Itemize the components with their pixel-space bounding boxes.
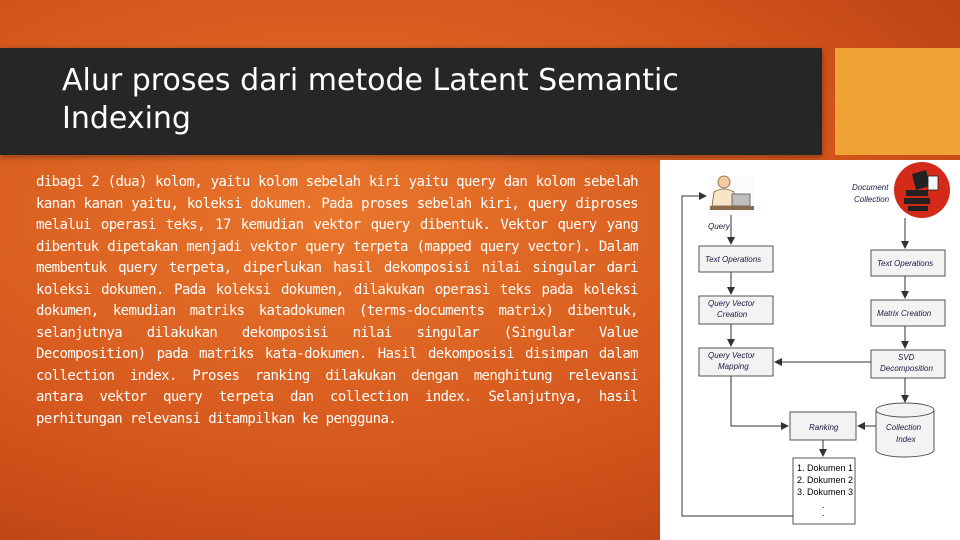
svd-label-2: Decomposition [880, 364, 933, 373]
slide-body-text: dibagi 2 (dua) kolom, yaitu kolom sebelah kiri yaitu query dan kolom sebelah kanan kanan yaitu, koleksi dokumen. Pada proses sebelah kiri, query diproses melalui operasi teks, 17 kemudian vektor query dibentuk. Vektor query yang dibentuk dipetakan menjadi vektor query terpeta (mapped query vector). Dalam membentuk query terpeta, diperlukan hasil dekomposisi nilai singular dari koleksi dokumen. Pada koleksi dokumen, dilakukan operasi teks pada koleksi dokumen, kemudian matriks katadokumen (terms-documents matrix) dibentuk, selanjutnya dilakukan dekomposisi nilai singular (Singular Value Decomposition) pada matriks kata-dokumen. Hasil dekomposisi disimpan dalam collection index. Proses ranking dilakukan dengan menghitung relevansi antara vektor query terpeta dan collection index. Selanjutnya, hasil perhitungan relevansi ditampilkan ke pengguna. [36, 174, 638, 427]
qvm-label-2: Mapping [718, 362, 749, 371]
qvm-label-1: Query Vector [708, 351, 755, 360]
user-icon [708, 176, 754, 216]
matrix-creation-label: Matrix Creation [877, 309, 932, 318]
accent-square [835, 48, 960, 155]
result-item-2: 2. Dokumen 2 [797, 475, 854, 485]
doc-collection-label-2: Collection [854, 195, 890, 204]
query-label: Query [708, 222, 730, 231]
lsi-flow-diagram [660, 160, 960, 540]
ranking-label: Ranking [809, 423, 839, 432]
document-collection-icon [894, 162, 950, 218]
result-item-3: 3. Dokumen 3 [797, 487, 854, 497]
diagram-svg [660, 160, 960, 540]
result-more-dot-2: . [822, 508, 825, 518]
svd-label-1: SVD [898, 353, 915, 362]
qvc-label-2: Creation [717, 310, 748, 319]
result-more-dot-1: . [822, 500, 825, 510]
title-bar [0, 48, 822, 155]
doc-collection-label-1: Document [852, 183, 889, 192]
collection-index-label-2: Index [896, 435, 916, 444]
qvc-label-1: Query Vector [708, 299, 755, 308]
collection-index-label-1: Collection [886, 423, 922, 432]
right-text-operations-label: Text Operations [877, 259, 934, 268]
slide-title: Alur proses dari metode Latent Semantic Indexing [62, 63, 679, 136]
result-item-1: 1. Dokumen 1 [797, 463, 854, 473]
left-text-operations-label: Text Operations [705, 255, 762, 264]
